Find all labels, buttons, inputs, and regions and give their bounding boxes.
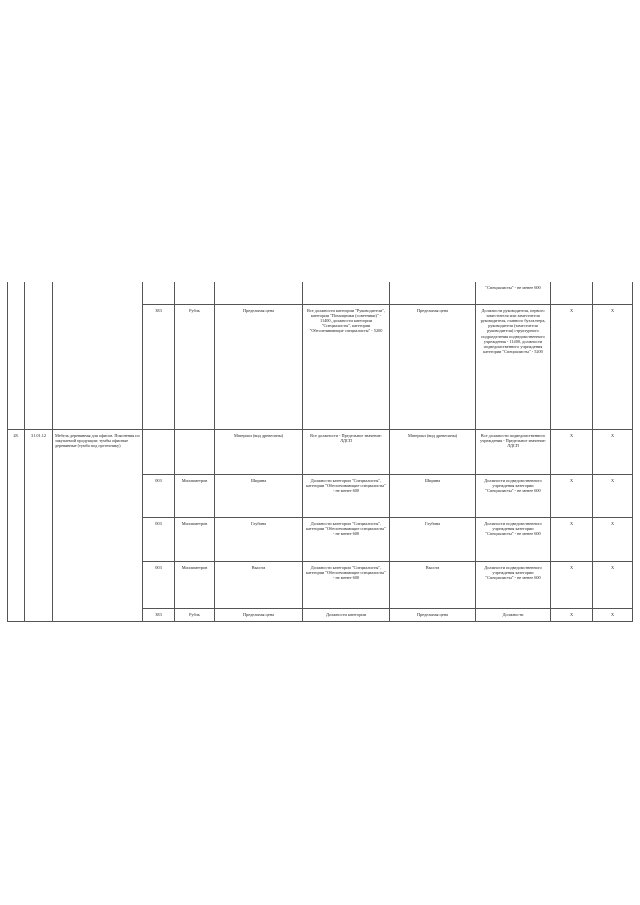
table-cell	[303, 429, 390, 474]
cell-text: Предельная цена	[243, 611, 274, 617]
table-cell	[476, 429, 551, 474]
table-cell	[390, 282, 476, 304]
cell-text: Должности руководителя, первого заместителя или заместителя руководителя, главного бухгалтера, руководителя (заместителя руководителя) структурного подразделения подведомственного учреждения - 11400, должности подведомственного учреждения категории "Специалисты" - 5200	[480, 307, 546, 355]
cell-text: 003	[155, 520, 162, 526]
table-cell	[215, 304, 303, 429]
cell-text: 28.	[13, 432, 19, 438]
table-cell	[551, 517, 593, 561]
cell-text: 383	[155, 307, 162, 313]
cell-text: X	[569, 307, 574, 313]
cell-text: X	[610, 520, 615, 526]
table-cell	[143, 429, 175, 474]
table-cell	[551, 282, 593, 304]
table-cell	[593, 608, 633, 621]
cell-text: "Специалисты" - не менее 600	[485, 285, 541, 290]
table-cell	[215, 282, 303, 304]
table-cell	[390, 429, 476, 474]
table-cell	[143, 608, 175, 621]
cell-text: Должности категории "Специалисты", категории "Обеспечивающие специалисты" - не менее 600	[306, 477, 386, 493]
table-cell	[593, 304, 633, 429]
table-cell	[390, 304, 476, 429]
cell-text: Глубина	[250, 520, 267, 526]
table-cell	[53, 282, 143, 304]
table-cell	[390, 517, 476, 561]
cell-text: X	[610, 477, 615, 483]
table-cell	[303, 282, 390, 304]
cell-text: Должности подведомственного учреждения категории "Специалисты" - не менее 600	[484, 477, 542, 493]
cell-text: Рубль	[189, 611, 200, 617]
cell-text: 31.01.12	[30, 432, 47, 438]
cell-text: Материал (вид древесины)	[233, 432, 284, 438]
table-cell	[175, 282, 215, 304]
table-cell	[25, 429, 53, 621]
table-cell	[551, 304, 593, 429]
cell-text: Высота	[425, 564, 440, 570]
table-cell	[175, 304, 215, 429]
cell-text: Все должности подведомственного учреждения - Предельное значение: ЛДСП	[480, 432, 546, 448]
cell-text: Должности	[502, 611, 524, 617]
table-cell	[215, 561, 303, 608]
cell-text: Рубль	[189, 307, 200, 313]
table-cell	[53, 429, 143, 621]
table-cell	[25, 282, 53, 304]
cell-text: Должности категории "Специалисты", категории "Обеспечивающие специалисты" - не менее 600	[306, 520, 386, 536]
table-cell	[551, 474, 593, 517]
cell-text: Должности категории "Специалисты", категории "Обеспечивающие специалисты" - не менее 600	[306, 564, 386, 580]
cell-text: X	[569, 564, 574, 570]
cell-text: X	[610, 611, 615, 617]
cell-text: X	[569, 432, 574, 438]
table-row	[8, 304, 633, 429]
table-cell	[143, 474, 175, 517]
cell-text: Должности подведомственного учреждения категории "Специалисты" - не менее 600	[484, 520, 542, 536]
cell-text: Предельная цена	[417, 611, 448, 617]
cell-text: X	[569, 611, 574, 617]
table-cell	[175, 608, 215, 621]
cell-text: X	[610, 564, 615, 570]
table-cell	[593, 517, 633, 561]
table-cell	[143, 561, 175, 608]
table-cell	[593, 474, 633, 517]
table-cell	[593, 429, 633, 474]
table-cell	[215, 474, 303, 517]
table-cell	[476, 304, 551, 429]
cell-text: Предельная цена	[243, 307, 274, 313]
table-cell	[476, 561, 551, 608]
cell-text: Все должности - Предельное значение: ЛДСП	[310, 432, 382, 443]
cell-text: Должности категории	[325, 611, 366, 617]
cell-text: X	[569, 477, 574, 483]
table-cell	[551, 429, 593, 474]
cell-text: 383	[155, 611, 162, 617]
cell-text: X	[610, 307, 615, 313]
table-cell	[215, 608, 303, 621]
table-cell	[143, 517, 175, 561]
table-cell	[8, 304, 25, 429]
table-cell	[215, 517, 303, 561]
table-cell	[303, 474, 390, 517]
table-cell	[390, 608, 476, 621]
table-cell	[8, 282, 25, 304]
table-cell	[303, 561, 390, 608]
cell-text: Должности подведомственного учреждения категории "Специалисты" - не менее 600	[484, 564, 542, 580]
table-cell	[175, 429, 215, 474]
cell-text: Высота	[251, 564, 266, 570]
cell-text: Материал (вид древесины)	[407, 432, 458, 438]
cell-text: Предельная цена	[417, 307, 448, 313]
cell-text: Миллиметров	[181, 477, 208, 483]
cell-text: Мебель деревянная для офисов. Пояснения по закупаемой продукции: тумбы офисные деревянные (тумба под оргтехнику)	[55, 432, 140, 448]
table-cell	[143, 282, 175, 304]
cell-text: Глубина	[424, 520, 441, 526]
cell-text: 003	[155, 477, 162, 483]
cell-text: X	[610, 432, 615, 438]
table-cell	[8, 429, 25, 621]
table-cell	[551, 561, 593, 608]
table-cell	[476, 608, 551, 621]
table-cell	[390, 561, 476, 608]
cell-text: Ширина	[250, 477, 267, 483]
table-cell	[53, 304, 143, 429]
table-cell	[25, 304, 53, 429]
table-cell	[593, 561, 633, 608]
cell-text: Миллиметров	[181, 520, 208, 526]
cell-text: Миллиметров	[181, 564, 208, 570]
table-cell	[476, 282, 551, 304]
cell-text: 003	[155, 564, 162, 570]
requirements-table	[7, 282, 633, 622]
table-cell	[476, 474, 551, 517]
table-row	[8, 282, 633, 304]
cell-text: Все должности категории "Руководители", категории "Помощники (советники)" - 11400, должности категории "Специалисты", категории "Обеспечивающие специалисты" - 5200	[306, 307, 386, 334]
table-row	[8, 429, 633, 474]
table-cell	[303, 608, 390, 621]
table-cell	[476, 517, 551, 561]
table-cell	[303, 517, 390, 561]
table-cell	[303, 304, 390, 429]
table-cell	[143, 304, 175, 429]
table-cell	[175, 561, 215, 608]
table-cell	[390, 474, 476, 517]
table-cell	[175, 474, 215, 517]
table-cell	[175, 517, 215, 561]
table-cell	[593, 282, 633, 304]
cell-text: X	[569, 520, 574, 526]
table-cell	[551, 608, 593, 621]
cell-text: Ширина	[424, 477, 441, 483]
table-cell	[215, 429, 303, 474]
